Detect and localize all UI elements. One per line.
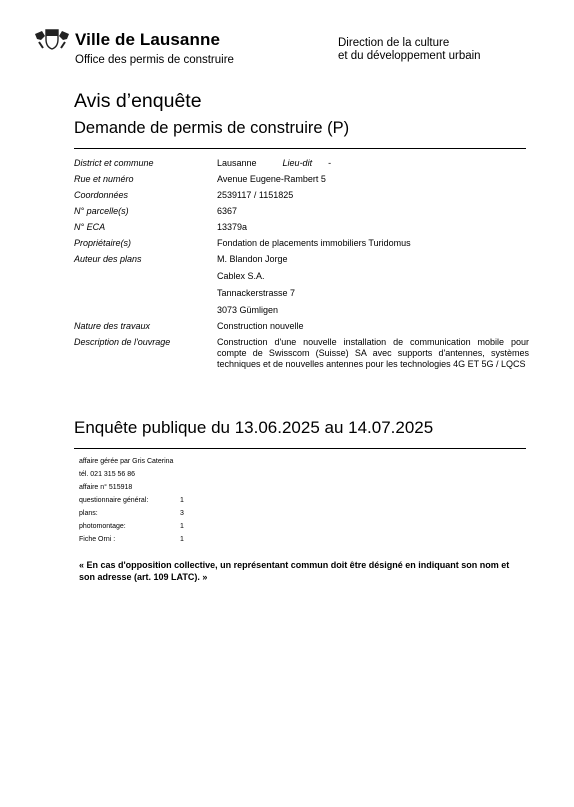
page-title: Avis d’enquête (74, 90, 202, 112)
detail-row-eca (74, 222, 529, 232)
detail-label: Propriétaire(s) (74, 238, 132, 248)
detail-row-coords (74, 190, 529, 200)
enquete-period: Enquête publique du 13.06.2025 au 14.07.2025 (74, 418, 434, 437)
department-line-1: Direction de la culture (338, 37, 450, 49)
detail-label: Nature des travaux (74, 321, 151, 331)
opposition-note: « En cas d'opposition collective, un représentant commun doit être désigné en indiquant son nom et son adresse (art. 109 LATC). » (79, 560, 510, 582)
detail-row-owner (74, 238, 529, 248)
case-number: affaire n° 515918 (79, 484, 133, 491)
detail-value: 2539117 / 1151825 (217, 190, 294, 200)
document-count: 1 (180, 536, 184, 543)
department-line-2: et du développement urbain (338, 50, 481, 62)
city-name: Ville de Lausanne (75, 30, 220, 49)
detail-value: 6367 (217, 206, 238, 216)
author-line: M. Blandon Jorge (217, 254, 288, 264)
district-value: Lausanne (217, 158, 257, 168)
document-count: 3 (180, 510, 184, 517)
detail-value: Construction nouvelle (217, 321, 304, 331)
document-count-row (79, 510, 184, 523)
managed-by: affaire gérée par Gris Caterina (79, 458, 174, 465)
document-count-row (79, 523, 184, 536)
detail-row-parcel (74, 206, 529, 216)
detail-label: Description de l'ouvrage (74, 337, 171, 347)
phone: tél. 021 315 56 86 (79, 471, 136, 478)
divider (74, 448, 526, 449)
detail-value: Construction d'une nouvelle installation de communication mobile pour compte de Swisscom (Suisse) SA avec supports d'antennes, systèmes techniques et de nouvelles antennes pour les technologies 4G ET 5G / LQCS (217, 337, 529, 369)
author-line: 3073 Gümligen (217, 305, 279, 315)
document-label: photomontage: (79, 523, 126, 530)
detail-value: 13379a (217, 222, 248, 232)
detail-value (217, 158, 529, 168)
document-count-row (79, 536, 184, 549)
header (33, 28, 553, 72)
lausanne-coat-of-arms-icon (33, 28, 71, 50)
details-table (74, 158, 529, 376)
detail-label: District et commune (74, 158, 154, 168)
detail-row-description (74, 337, 529, 370)
document-count: 1 (180, 497, 184, 504)
page-subtitle: Demande de permis de construire (P) (74, 119, 350, 137)
author-line: Cablex S.A. (217, 271, 265, 281)
detail-label: N° ECA (74, 222, 106, 232)
office-name: Office des permis de construire (75, 54, 234, 66)
detail-row-author (74, 254, 529, 315)
detail-label: N° parcelle(s) (74, 206, 129, 216)
document-label: questionnaire général: (79, 497, 149, 504)
document-label: Fiche Orni : (79, 536, 116, 543)
lieu-dit-label: Lieu-dit (282, 158, 313, 168)
detail-label: Coordonnées (74, 190, 129, 200)
detail-value (217, 254, 529, 315)
detail-row-street (74, 174, 529, 184)
detail-row-district (74, 158, 529, 168)
divider (74, 148, 526, 149)
lieu-dit-value: - (328, 158, 332, 168)
detail-row-nature (74, 321, 529, 331)
detail-value: Avenue Eugene-Rambert 5 (217, 174, 326, 184)
document-label: plans: (79, 510, 98, 517)
department-name (338, 37, 481, 63)
detail-value: Fondation de placements immobiliers Turidomus (217, 238, 411, 248)
author-line: Tannackerstrasse 7 (217, 288, 296, 298)
detail-label: Auteur des plans (74, 254, 142, 264)
admin-info (79, 458, 184, 549)
document-count-row (79, 497, 184, 510)
document-count: 1 (180, 523, 184, 530)
detail-label: Rue et numéro (74, 174, 134, 184)
